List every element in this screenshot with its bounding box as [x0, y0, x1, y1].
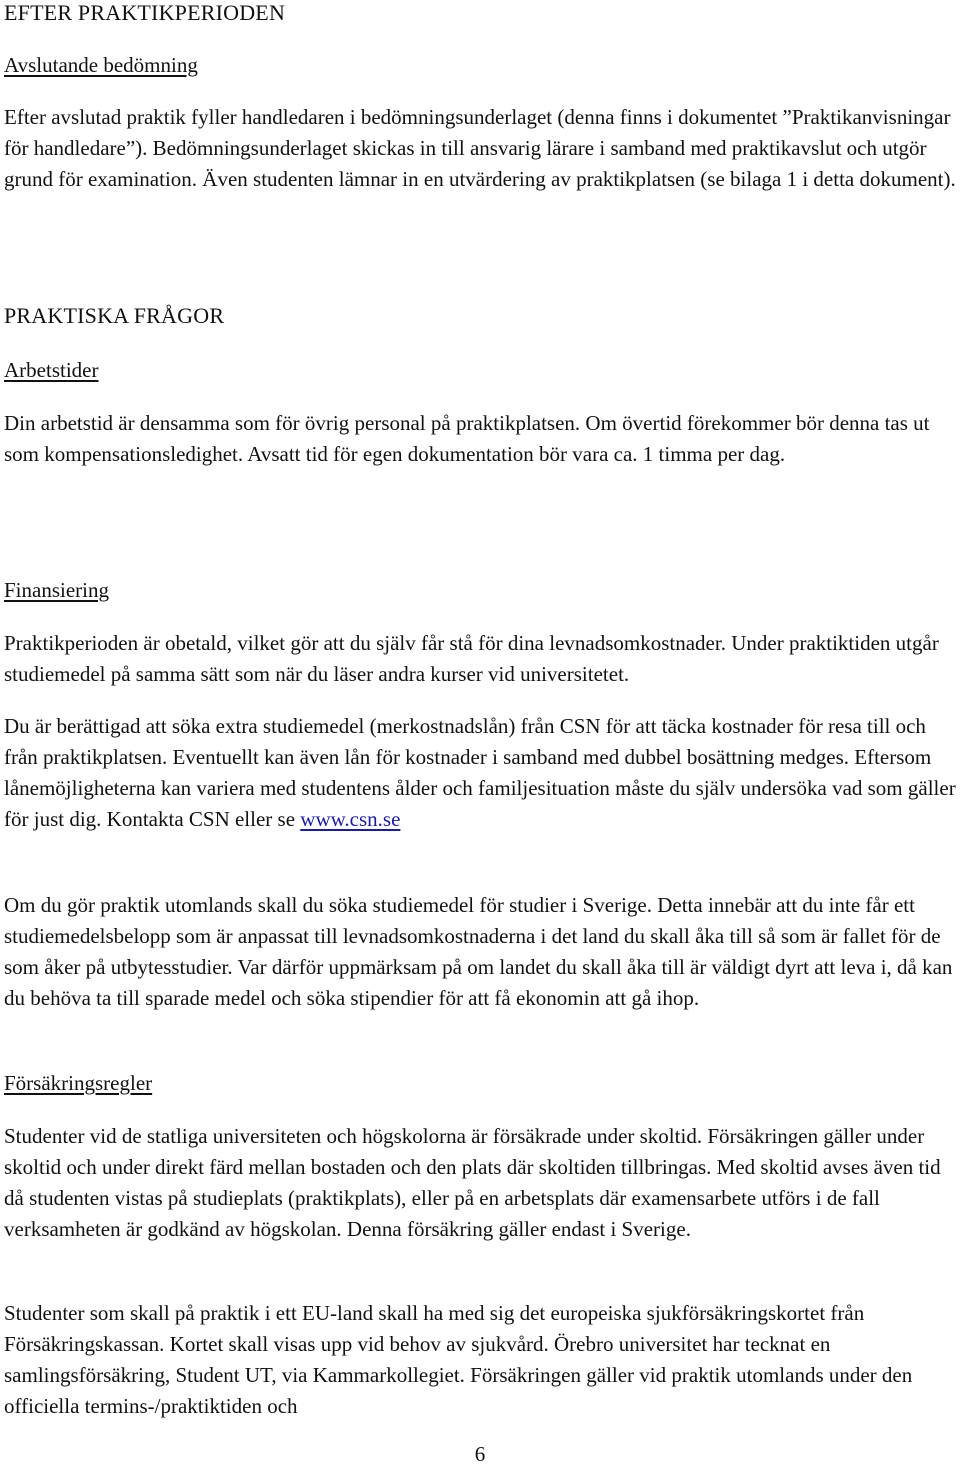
subheading-finansiering: Finansiering	[4, 578, 109, 602]
paragraph-finansiering-3: Om du gör praktik utomlands skall du söka studiemedel för studier i Sverige. Detta innebär att du inte får ett studiemedelsbelopp som är anpassat till levnadsomkostnaderna i det land du skall åka till så som är fallet för de som åker på utbytesstudier. Var därför uppmärksam på om landet du skall åka till är väldigt dyrt att leva i, då kan du behöva ta till sparade medel och söka stipendier för att få ekonomin att gå ihop.	[4, 893, 953, 1010]
section-heading-efter-praktikperioden: EFTER PRAKTIKPERIODEN	[4, 0, 286, 25]
subheading-arbetstider: Arbetstider	[4, 358, 99, 382]
paragraph-finansiering-2	[4, 711, 956, 835]
paragraph-finansiering-1: Praktikperioden är obetald, vilket gör att du själv får stå för dina levnadsomkostnader. Under praktiktiden utgår studiemedel på samma sätt som när du läser andra kurser vid universitetet.	[4, 631, 939, 686]
subheading-avslutande-bedomning: Avslutande bedömning	[4, 53, 198, 77]
subheading-forsakringsregler: Försäkringsregler	[4, 1071, 153, 1095]
paragraph-arbetstider: Din arbetstid är densamma som för övrig personal på praktikplatsen. Om övertid förekommer bör denna tas ut som kompensationsledighet. Avsatt tid för egen dokumentation bör vara ca. 1 timma per dag.	[4, 411, 930, 466]
paragraph-forsakringsregler-1: Studenter vid de statliga universiteten och högskolorna är försäkrade under skoltid. Försäkringen gäller under skoltid och under direkt färd mellan bostaden och den plats där skoltiden tillbringas. Med skoltid avses även tid då studenten vistas på studieplats (praktikplats), eller på en arbetsplats där examensarbete utförs i de fall verksamheten är godkänd av högskolan. Denna försäkring gäller endast i Sverige.	[4, 1124, 941, 1241]
paragraph-avslutande-bedomning: Efter avslutad praktik fyller handledaren i bedömningsunderlaget (denna finns i dokumentet ”Praktikanvisningar för handledare”). Bedömningsunderlaget skickas in till ansvarig lärare i samband med praktikavslut och utgör grund för examination. Även studenten lämnar in en utvärdering av praktikplatsen (se bilaga 1 i detta dokument).	[4, 105, 956, 191]
page-number: 6	[474, 1442, 486, 1466]
paragraph-finansiering-2-text: Du är berättigad att söka extra studiemedel (merkostnadslån) från CSN för att täcka kostnader för resa till och från praktikplatsen. Eventuellt kan även lån för kostnader i samband med dubbel bosättning medges. Eftersom lånemöjligheterna kan variera med studentens ålder och familjesituation måste du själv undersöka vad som gäller för just dig. Kontakta CSN eller se	[4, 714, 956, 831]
section-heading-praktiska-fragor: PRAKTISKA FRÅGOR	[4, 303, 225, 328]
paragraph-forsakringsregler-2: Studenter som skall på praktik i ett EU-land skall ha med sig det europeiska sjukförsäkringskortet från Försäkringskassan. Kortet skall visas upp vid behov av sjukvård. Örebro universitet har tecknat en samlingsförsäkring, Student UT, via Kammarkollegiet. Försäkringen gäller vid praktik utomlands under den officiella termins-/praktiktiden och	[4, 1301, 913, 1418]
csn-link[interactable]: www.csn.se	[300, 807, 401, 831]
